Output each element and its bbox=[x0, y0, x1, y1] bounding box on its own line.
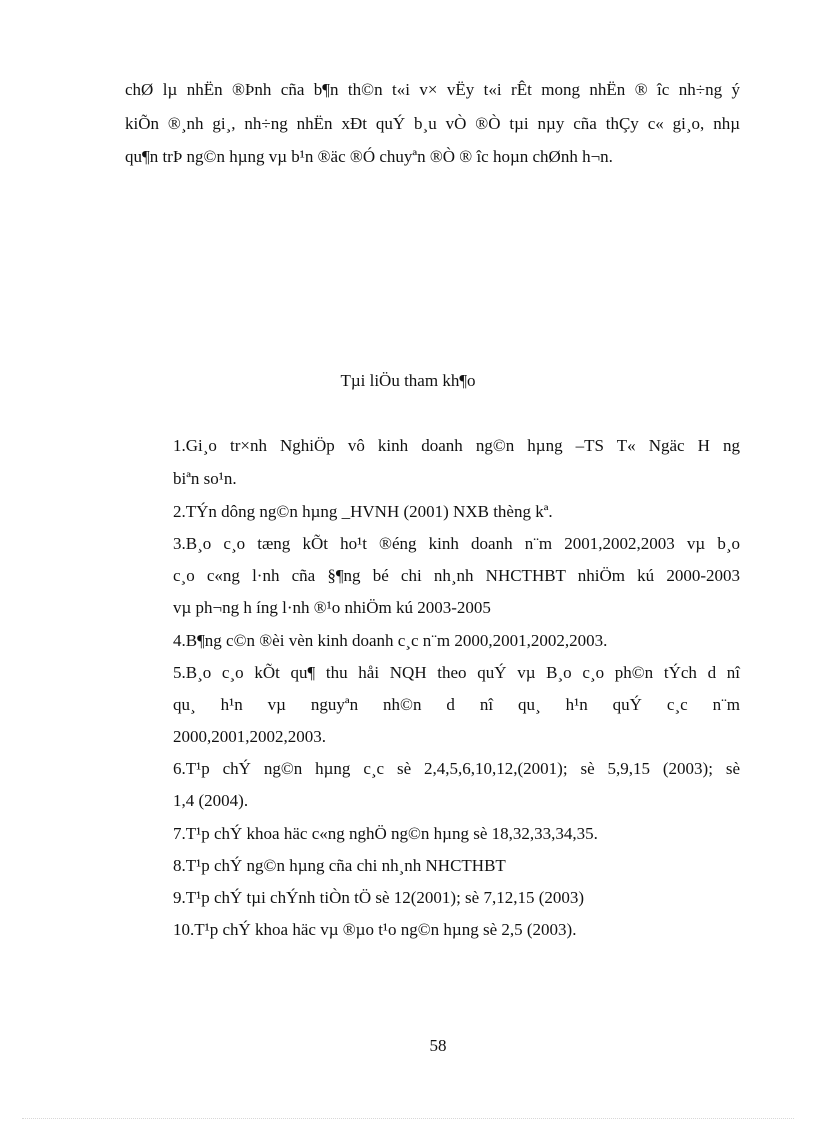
intro-line: kiÕn ®¸nh gi¸, nh÷ng nhËn xÐt quÝ b¸u vÒ ®Ò tµi nµy cña thÇy c« gi¸o, nhµ bbox=[125, 114, 740, 133]
reference-line: 3.B¸o c¸o tæng kÕt ho¹t ®éng kinh doanh n¨m 2001,2002,2003 vµ b¸o bbox=[173, 534, 740, 553]
intro-line: qu¶n trÞ ng©n hµng vµ b¹n ®äc ®Ó chuyªn ®Ò ® îc hoµn chØnh h¬n. bbox=[125, 147, 613, 166]
reference-line: 8.T¹p chÝ ng©n hµng cña chi nh¸nh NHCTHBT bbox=[173, 856, 506, 875]
reference-line: 2.TÝn dông ng©n hµng _HVNH (2001) NXB thèng kª. bbox=[173, 502, 553, 521]
reference-line: 5.B¸o c¸o kÕt qu¶ thu håi NQH theo quÝ vµ B¸o c¸o ph©n tÝch d nî bbox=[173, 663, 740, 682]
reference-line: vµ ph¬ng h íng l·nh ®¹o nhiÖm kú 2003-2005 bbox=[173, 598, 491, 617]
reference-line: 1.Gi¸o tr×nh NghiÖp vô kinh doanh ng©n hµng –TS T« Ngäc H ng bbox=[173, 436, 740, 455]
reference-line: 10.T¹p chÝ khoa häc vµ ®µo t¹o ng©n hµng sè 2,5 (2003). bbox=[173, 920, 577, 939]
page-number: 58 bbox=[429, 1036, 447, 1055]
intro-line: chØ lµ nhËn ®Þnh cña b¶n th©n t«i v× vËy t«i rÊt mong nhËn ® îc nh÷ng ý bbox=[125, 80, 740, 99]
reference-line: 1,4 (2004). bbox=[173, 791, 249, 810]
reference-line: 9.T¹p chÝ tµi chÝnh tiÒn tÖ sè 12(2001); sè 7,12,15 (2003) bbox=[173, 888, 585, 907]
reference-line: 2000,2001,2002,2003. bbox=[173, 727, 326, 746]
reference-line: 4.B¶ng c©n ®èi vèn kinh doanh c¸c n¨m 2000,2001,2002,2003. bbox=[173, 631, 608, 650]
reference-line: c¸o c«ng l·nh cña §¶ng bé chi nh¸nh NHCTHBT nhiÖm kú 2000-2003 bbox=[173, 566, 740, 585]
reference-line: biªn so¹n. bbox=[173, 469, 237, 488]
references-title: Tµi liÖu tham kh¶o bbox=[340, 371, 476, 390]
page-bottom-rule bbox=[22, 1118, 794, 1119]
reference-line: 6.T¹p chÝ ng©n hµng c¸c sè 2,4,5,6,10,12,(2001); sè 5,9,15 (2003); sè bbox=[173, 759, 740, 778]
reference-line: 7.T¹p chÝ khoa häc c«ng nghÖ ng©n hµng sè 18,32,33,34,35. bbox=[173, 824, 598, 843]
reference-line: qu¸ h¹n vµ nguyªn nh©n d nî qu¸ h¹n quÝ c¸c n¨m bbox=[173, 695, 740, 714]
